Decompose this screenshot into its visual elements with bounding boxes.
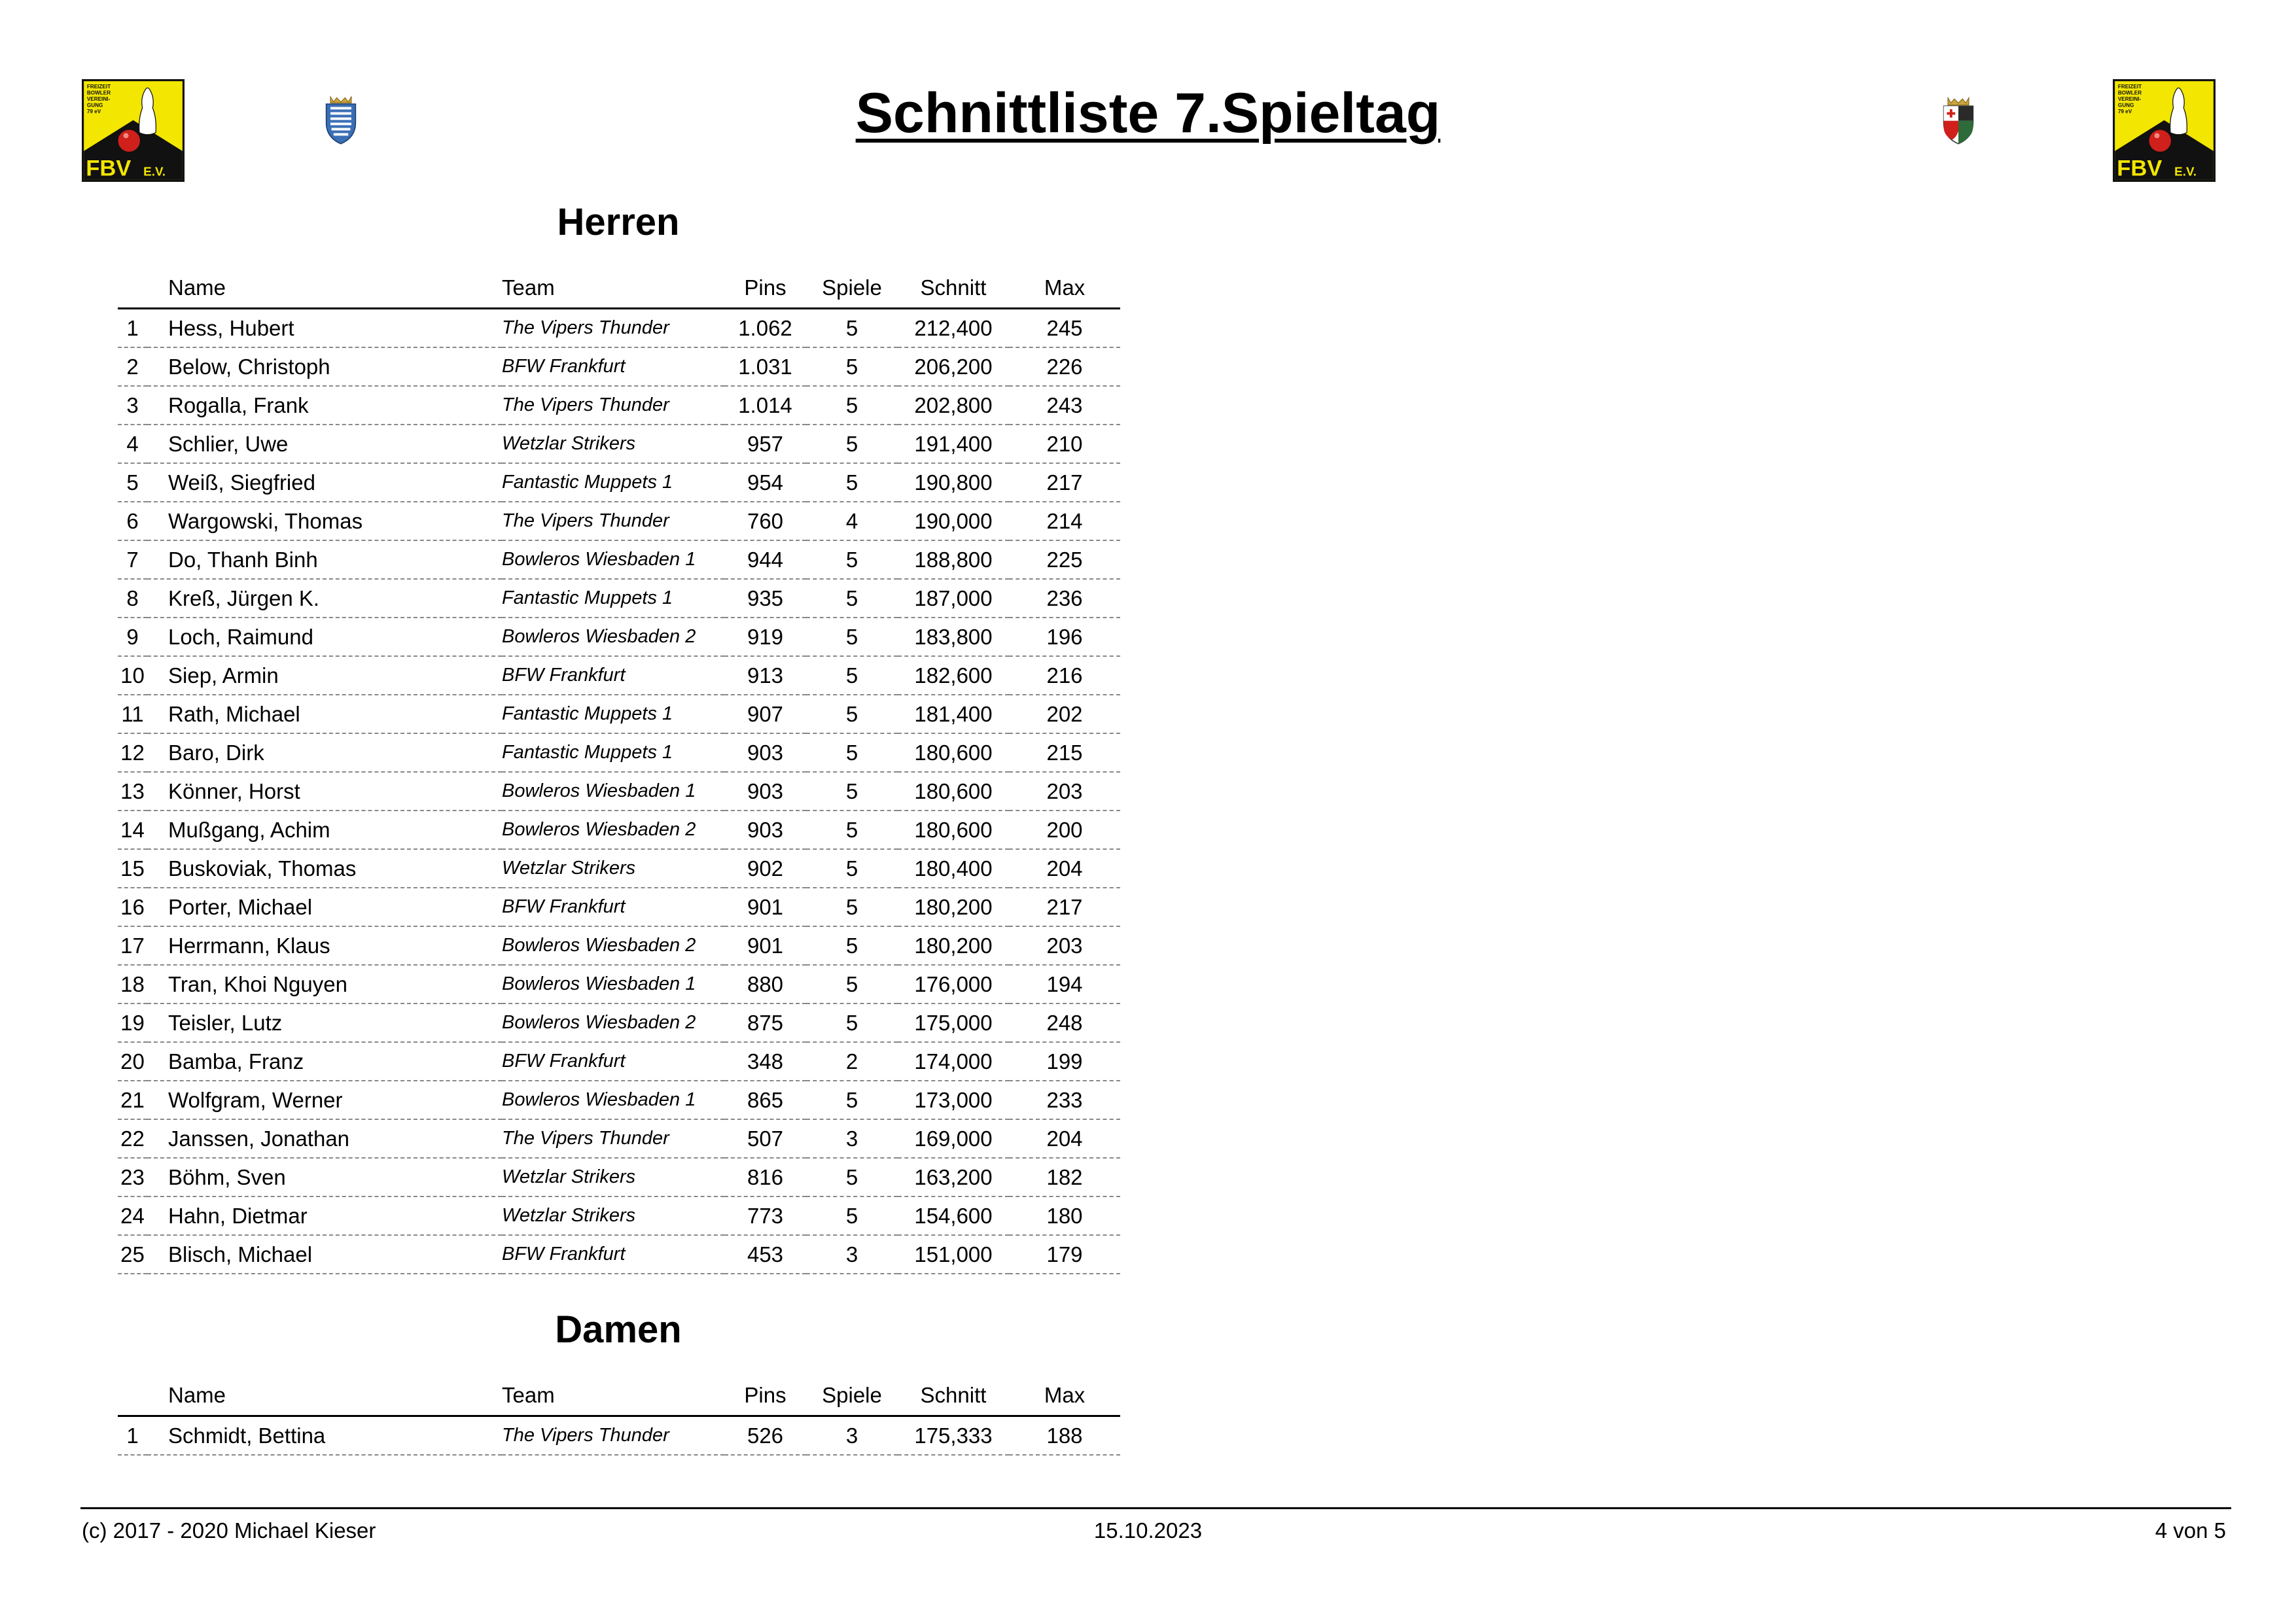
row-pins: 919 (724, 618, 806, 656)
row-team: The Vipers Thunder (502, 1416, 724, 1456)
row-rank: 12 (118, 733, 147, 772)
row-rank: 1 (118, 309, 147, 348)
row-games: 5 (806, 309, 898, 348)
row-games: 4 (806, 502, 898, 540)
row-max: 204 (1009, 1119, 1120, 1158)
row-name: Hahn, Dietmar (147, 1196, 502, 1235)
row-max: 210 (1009, 425, 1120, 463)
row-max: 236 (1009, 579, 1120, 618)
row-max: 243 (1009, 386, 1120, 425)
row-pins: 907 (724, 695, 806, 733)
table-row (118, 926, 1120, 965)
row-games: 5 (806, 733, 898, 772)
row-team: Wetzlar Strikers (502, 849, 724, 888)
rlp-crest (1937, 94, 1979, 146)
row-team: Fantastic Muppets 1 (502, 733, 724, 772)
row-pins: 913 (724, 656, 806, 695)
row-max: 199 (1009, 1042, 1120, 1081)
table-row (118, 425, 1120, 463)
footer-page-number: 4 von 5 (2155, 1518, 2226, 1543)
column-header-team: Team (502, 268, 724, 309)
row-team: Bowleros Wiesbaden 2 (502, 811, 724, 849)
row-games: 5 (806, 540, 898, 579)
row-games: 2 (806, 1042, 898, 1081)
table-row (118, 656, 1120, 695)
row-rank: 7 (118, 540, 147, 579)
row-pins: 1.014 (724, 386, 806, 425)
row-team: Bowleros Wiesbaden 2 (502, 926, 724, 965)
row-average: 180,200 (898, 888, 1009, 926)
footer-date: 15.10.2023 (1093, 1518, 1203, 1543)
row-rank: 4 (118, 425, 147, 463)
table-row (118, 502, 1120, 540)
row-team: BFW Frankfurt (502, 1042, 724, 1081)
table-row (118, 772, 1120, 811)
row-pins: 880 (724, 965, 806, 1003)
row-pins: 935 (724, 579, 806, 618)
row-name: Below, Christoph (147, 347, 502, 386)
row-name: Buskoviak, Thomas (147, 849, 502, 888)
row-pins: 348 (724, 1042, 806, 1081)
column-header-average: Schnitt (898, 268, 1009, 309)
row-average: 190,000 (898, 502, 1009, 540)
row-rank: 15 (118, 849, 147, 888)
row-team: Fantastic Muppets 1 (502, 463, 724, 502)
row-max: 215 (1009, 733, 1120, 772)
row-max: 182 (1009, 1158, 1120, 1196)
row-team: The Vipers Thunder (502, 1119, 724, 1158)
row-team: Bowleros Wiesbaden 1 (502, 1081, 724, 1119)
row-team: Bowleros Wiesbaden 1 (502, 772, 724, 811)
row-max: 226 (1009, 347, 1120, 386)
row-games: 5 (806, 463, 898, 502)
row-rank: 1 (118, 1416, 147, 1456)
table-row (118, 1119, 1120, 1158)
table-row (118, 965, 1120, 1003)
row-rank: 6 (118, 502, 147, 540)
table-row (118, 347, 1120, 386)
row-max: 179 (1009, 1235, 1120, 1274)
herren-table (118, 268, 1120, 1274)
row-rank: 22 (118, 1119, 147, 1158)
row-name: Blisch, Michael (147, 1235, 502, 1274)
table-row (118, 1235, 1120, 1274)
herren-table-body (118, 309, 1120, 1274)
table-row (118, 733, 1120, 772)
row-average: 175,333 (898, 1416, 1009, 1456)
row-pins: 507 (724, 1119, 806, 1158)
row-average: 212,400 (898, 309, 1009, 348)
row-average: 190,800 (898, 463, 1009, 502)
section-title-damen: Damen (555, 1308, 682, 1351)
row-average: 181,400 (898, 695, 1009, 733)
svg-text:FBV: FBV (2117, 156, 2163, 181)
row-max: 203 (1009, 926, 1120, 965)
row-max: 245 (1009, 309, 1120, 348)
row-rank: 5 (118, 463, 147, 502)
row-pins: 903 (724, 811, 806, 849)
damen-table-body (118, 1416, 1120, 1456)
row-team: Bowleros Wiesbaden 2 (502, 1003, 724, 1042)
row-average: 180,400 (898, 849, 1009, 888)
row-pins: 901 (724, 926, 806, 965)
column-header-name: Name (147, 268, 502, 309)
footer-divider (80, 1507, 2231, 1509)
fbv-logo-right (2113, 79, 2216, 182)
column-header-average: Schnitt (898, 1376, 1009, 1416)
row-max: 217 (1009, 888, 1120, 926)
row-name: Wolfgram, Werner (147, 1081, 502, 1119)
row-rank: 8 (118, 579, 147, 618)
table-row (118, 1081, 1120, 1119)
svg-text:VEREINI-: VEREINI- (2117, 96, 2142, 102)
row-pins: 875 (724, 1003, 806, 1042)
table-row (118, 1196, 1120, 1235)
row-pins: 903 (724, 733, 806, 772)
column-header-rank (118, 268, 147, 309)
section-title-herren: Herren (557, 201, 680, 243)
table-row (118, 695, 1120, 733)
row-team: Wetzlar Strikers (502, 1196, 724, 1235)
row-name: Janssen, Jonathan (147, 1119, 502, 1158)
row-rank: 14 (118, 811, 147, 849)
row-name: Siep, Armin (147, 656, 502, 695)
row-max: 214 (1009, 502, 1120, 540)
row-team: Bowleros Wiesbaden 1 (502, 540, 724, 579)
table-row (118, 579, 1120, 618)
row-rank: 21 (118, 1081, 147, 1119)
row-name: Schmidt, Bettina (147, 1416, 502, 1456)
row-max: 200 (1009, 811, 1120, 849)
row-games: 5 (806, 1081, 898, 1119)
fbv-logo-icon (2113, 79, 2216, 182)
page-title: Schnittliste 7.Spieltag (855, 82, 1441, 145)
row-average: 183,800 (898, 618, 1009, 656)
table-row (118, 386, 1120, 425)
row-average: 169,000 (898, 1119, 1009, 1158)
row-max: 180 (1009, 1196, 1120, 1235)
row-name: Bamba, Franz (147, 1042, 502, 1081)
row-max: 194 (1009, 965, 1120, 1003)
row-name: Baro, Dirk (147, 733, 502, 772)
svg-text:E.V.: E.V. (143, 164, 166, 179)
row-max: 233 (1009, 1081, 1120, 1119)
row-name: Könner, Horst (147, 772, 502, 811)
table-row (118, 1003, 1120, 1042)
row-name: Wargowski, Thomas (147, 502, 502, 540)
row-rank: 17 (118, 926, 147, 965)
row-name: Kreß, Jürgen K. (147, 579, 502, 618)
table-row (118, 811, 1120, 849)
table-row (118, 1416, 1120, 1456)
row-pins: 1.062 (724, 309, 806, 348)
row-games: 5 (806, 926, 898, 965)
row-name: Teisler, Lutz (147, 1003, 502, 1042)
row-games: 5 (806, 1003, 898, 1042)
row-max: 217 (1009, 463, 1120, 502)
svg-text:FREIZEIT: FREIZEIT (2117, 84, 2142, 90)
row-games: 5 (806, 425, 898, 463)
column-header-max: Max (1009, 268, 1120, 309)
row-pins: 944 (724, 540, 806, 579)
row-average: 154,600 (898, 1196, 1009, 1235)
row-average: 175,000 (898, 1003, 1009, 1042)
row-max: 196 (1009, 618, 1120, 656)
row-average: 180,600 (898, 811, 1009, 849)
svg-text:79 eV: 79 eV (2117, 108, 2132, 114)
row-games: 5 (806, 965, 898, 1003)
row-team: BFW Frankfurt (502, 656, 724, 695)
row-average: 187,000 (898, 579, 1009, 618)
svg-text:79 eV: 79 eV (86, 108, 101, 114)
row-team: BFW Frankfurt (502, 888, 724, 926)
row-rank: 16 (118, 888, 147, 926)
row-pins: 902 (724, 849, 806, 888)
row-name: Hess, Hubert (147, 309, 502, 348)
table-row (118, 1042, 1120, 1081)
table-row (118, 849, 1120, 888)
row-rank: 9 (118, 618, 147, 656)
row-games: 5 (806, 618, 898, 656)
table-row (118, 888, 1120, 926)
row-rank: 24 (118, 1196, 147, 1235)
svg-text:BOWLER: BOWLER (86, 90, 111, 96)
row-team: Bowleros Wiesbaden 1 (502, 965, 724, 1003)
row-average: 180,600 (898, 733, 1009, 772)
row-team: Fantastic Muppets 1 (502, 579, 724, 618)
row-games: 5 (806, 849, 898, 888)
row-games: 5 (806, 1158, 898, 1196)
row-team: Bowleros Wiesbaden 2 (502, 618, 724, 656)
row-games: 5 (806, 1196, 898, 1235)
row-team: The Vipers Thunder (502, 309, 724, 348)
row-team: Wetzlar Strikers (502, 425, 724, 463)
column-header-pins: Pins (724, 1376, 806, 1416)
row-team: BFW Frankfurt (502, 347, 724, 386)
row-team: Fantastic Muppets 1 (502, 695, 724, 733)
row-pins: 526 (724, 1416, 806, 1456)
row-games: 5 (806, 772, 898, 811)
column-header-games: Spiele (806, 1376, 898, 1416)
column-header-max: Max (1009, 1376, 1120, 1416)
svg-text:FBV: FBV (86, 156, 132, 181)
svg-text:VEREINI-: VEREINI- (86, 96, 111, 102)
row-pins: 760 (724, 502, 806, 540)
svg-text:BOWLER: BOWLER (2117, 90, 2142, 96)
row-pins: 903 (724, 772, 806, 811)
row-games: 5 (806, 579, 898, 618)
row-average: 206,200 (898, 347, 1009, 386)
column-header-name: Name (147, 1376, 502, 1416)
row-games: 5 (806, 386, 898, 425)
row-pins: 453 (724, 1235, 806, 1274)
row-games: 5 (806, 656, 898, 695)
row-games: 5 (806, 695, 898, 733)
row-pins: 773 (724, 1196, 806, 1235)
row-games: 5 (806, 347, 898, 386)
row-rank: 25 (118, 1235, 147, 1274)
table-header-row (118, 1376, 1120, 1416)
damen-table (118, 1376, 1120, 1456)
row-name: Porter, Michael (147, 888, 502, 926)
row-average: 191,400 (898, 425, 1009, 463)
row-max: 188 (1009, 1416, 1120, 1456)
row-name: Rath, Michael (147, 695, 502, 733)
column-header-games: Spiele (806, 268, 898, 309)
row-max: 204 (1009, 849, 1120, 888)
row-average: 180,200 (898, 926, 1009, 965)
column-header-team: Team (502, 1376, 724, 1416)
row-max: 203 (1009, 772, 1120, 811)
row-name: Schlier, Uwe (147, 425, 502, 463)
svg-text:FREIZEIT: FREIZEIT (86, 84, 111, 90)
row-average: 180,600 (898, 772, 1009, 811)
table-row (118, 309, 1120, 348)
row-max: 202 (1009, 695, 1120, 733)
row-name: Herrmann, Klaus (147, 926, 502, 965)
row-average: 151,000 (898, 1235, 1009, 1274)
row-pins: 957 (724, 425, 806, 463)
row-team: The Vipers Thunder (502, 502, 724, 540)
row-max: 248 (1009, 1003, 1120, 1042)
row-games: 5 (806, 811, 898, 849)
row-average: 202,800 (898, 386, 1009, 425)
row-games: 3 (806, 1119, 898, 1158)
row-pins: 954 (724, 463, 806, 502)
table-row (118, 1158, 1120, 1196)
svg-text:GUNG: GUNG (86, 102, 103, 109)
row-average: 173,000 (898, 1081, 1009, 1119)
row-pins: 816 (724, 1158, 806, 1196)
row-name: Mußgang, Achim (147, 811, 502, 849)
row-average: 182,600 (898, 656, 1009, 695)
row-rank: 18 (118, 965, 147, 1003)
row-team: The Vipers Thunder (502, 386, 724, 425)
row-pins: 1.031 (724, 347, 806, 386)
table-row (118, 540, 1120, 579)
svg-text:GUNG: GUNG (2117, 102, 2134, 109)
column-header-pins: Pins (724, 268, 806, 309)
row-rank: 2 (118, 347, 147, 386)
column-header-rank (118, 1376, 147, 1416)
row-name: Loch, Raimund (147, 618, 502, 656)
row-average: 188,800 (898, 540, 1009, 579)
row-team: BFW Frankfurt (502, 1235, 724, 1274)
row-name: Do, Thanh Binh (147, 540, 502, 579)
footer-copyright: (c) 2017 - 2020 Michael Kieser (82, 1518, 376, 1543)
row-average: 176,000 (898, 965, 1009, 1003)
row-rank: 3 (118, 386, 147, 425)
row-name: Weiß, Siegfried (147, 463, 502, 502)
row-rank: 20 (118, 1042, 147, 1081)
svg-text:E.V.: E.V. (2174, 164, 2197, 179)
table-header-row (118, 268, 1120, 309)
row-games: 3 (806, 1416, 898, 1456)
row-pins: 865 (724, 1081, 806, 1119)
row-average: 174,000 (898, 1042, 1009, 1081)
row-rank: 11 (118, 695, 147, 733)
row-name: Rogalla, Frank (147, 386, 502, 425)
row-games: 3 (806, 1235, 898, 1274)
table-row (118, 618, 1120, 656)
row-rank: 13 (118, 772, 147, 811)
row-name: Böhm, Sven (147, 1158, 502, 1196)
row-max: 225 (1009, 540, 1120, 579)
rhineland-palatinate-coat-of-arms-icon (1937, 94, 1979, 146)
row-rank: 10 (118, 656, 147, 695)
row-max: 216 (1009, 656, 1120, 695)
row-rank: 19 (118, 1003, 147, 1042)
row-average: 163,200 (898, 1158, 1009, 1196)
row-rank: 23 (118, 1158, 147, 1196)
row-games: 5 (806, 888, 898, 926)
row-pins: 901 (724, 888, 806, 926)
row-name: Tran, Khoi Nguyen (147, 965, 502, 1003)
row-team: Wetzlar Strikers (502, 1158, 724, 1196)
table-row (118, 463, 1120, 502)
